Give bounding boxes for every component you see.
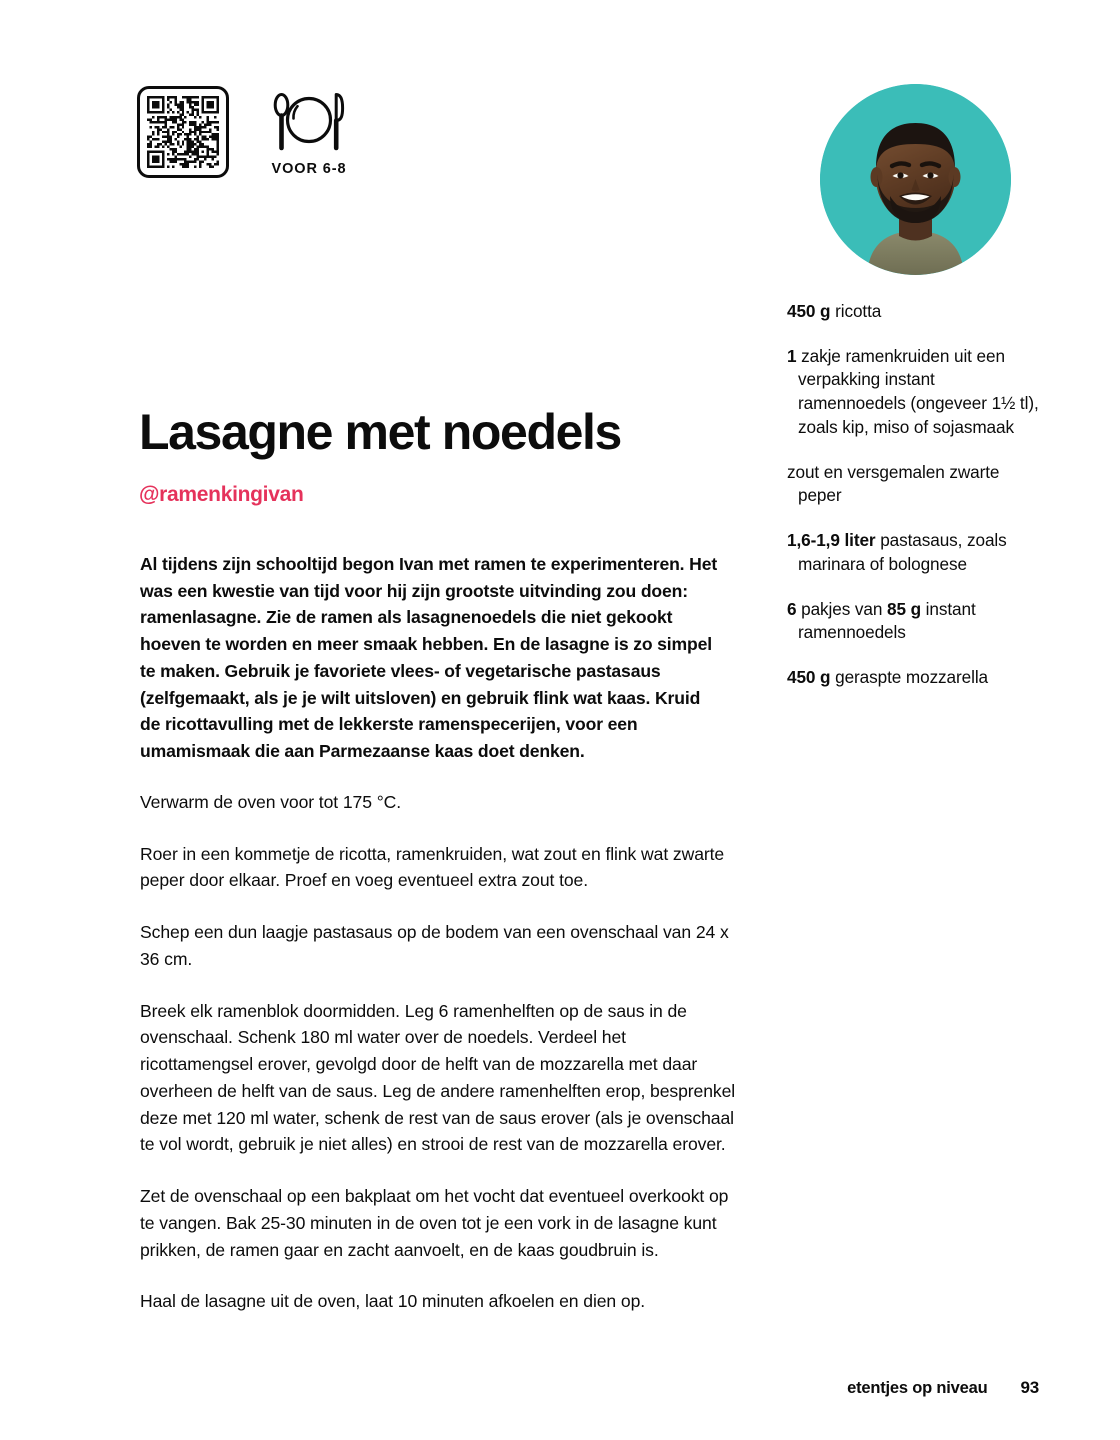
qr-code[interactable]: [137, 86, 229, 178]
header-meta-row: [137, 86, 347, 178]
ingredient-item: 1,6-1,9 liter pastasaus, zoals marinara of bolognese: [787, 530, 1007, 574]
ingredient-item: zout en versgemalen zwarte peper: [787, 461, 1000, 506]
ingredients-list: [787, 300, 1039, 690]
author-portrait-avatar: [820, 84, 1011, 275]
recipe-step: Verwarm de oven voor tot 175 °C.: [140, 792, 402, 812]
author-handle: @ramenkingivan: [139, 483, 304, 506]
ingredient-item: 6 pakjes van 85 g instant ramennoedels: [787, 598, 976, 643]
serving-size-label: VOOR 6-8: [271, 161, 347, 177]
recipe-step: Breek elk ramenblok doormidden. Leg 6 ramenhelften op de saus in de ovenschaal. Schenk 180 ml water over de noedels. Verdeel het ricottamengsel erover, gevolgd door de helft van de mozzarella met daar overheen de helft van de saus. Leg de andere ramenhelften erop, besprenkel deze met 120 ml water, schenk de rest van de saus erover (als je ovenschaal te vol wordt, gebruik je niet alles) en strooi de rest van de mozzarella erover.: [140, 1000, 736, 1155]
footer-section-label: etentjes op niveau: [847, 1379, 988, 1397]
recipe-intro-paragraph: Al tijdens zijn schooltijd begon Ivan met ramen te experimenteren. Het was een kwestie van tijd voor hij zijn grootste uitvinding zou doen: ramenlasagne. Zie de ramen als lasagnenoedels die niet gekookt hoeven te worden en meer smaak hebben. En de lasagne is zo simpel te maken. Gebruik je favoriete vlees- of vegetarische pastasaus (zelfgemaakt, als je je wilt uitsloven) en gebruik flink wat kaas. Kruid de ricottavulling met de lekkerste ramenspecerijen, voor een umamismaak die aan Parmezaanse kaas doet denken.: [140, 554, 718, 762]
recipe-step: Haal de lasagne uit de oven, laat 10 minuten afkoelen en dien op.: [140, 1291, 646, 1312]
recipe-step: Schep een dun laagje pastasaus op de bodem van een ovenschaal van 24 x 36 cm.: [140, 922, 729, 969]
recipe-step: Roer in een kommetje de ricotta, ramenkruiden, wat zout en flink wat zwarte peper door elkaar. Proef en voeg eventueel extra zout toe.: [140, 843, 725, 891]
cutlery-plate-icon: [271, 92, 347, 154]
page-number: 93: [1020, 1378, 1039, 1397]
ingredient-item: 450 g ricotta: [787, 301, 882, 321]
ingredient-item: 450 g geraspte mozzarella: [787, 667, 988, 688]
portrait-illustration: [820, 84, 1011, 275]
recipe-steps-list: [140, 789, 740, 1315]
qr-code-canvas: [147, 96, 219, 168]
page-footer: [0, 1378, 1120, 1398]
ingredient-item: 1 zakje ramenkruiden uit een verpakking instant ramennoedels (ongeveer 1½ tl), zoals kip, miso of sojasmaak: [787, 345, 1039, 437]
recipe-step: Zet de ovenschaal op een bakplaat om het vocht dat eventueel overkookt op te vangen. Bak 25-30 minuten in de oven tot je een vork in de lasagne kunt prikken, de ramen gaar en zacht aanvoelt, en de kaas goudbruin is.: [140, 1186, 729, 1260]
page-title: Lasagne met noedels: [139, 404, 621, 460]
serving-size-block: [271, 86, 347, 177]
